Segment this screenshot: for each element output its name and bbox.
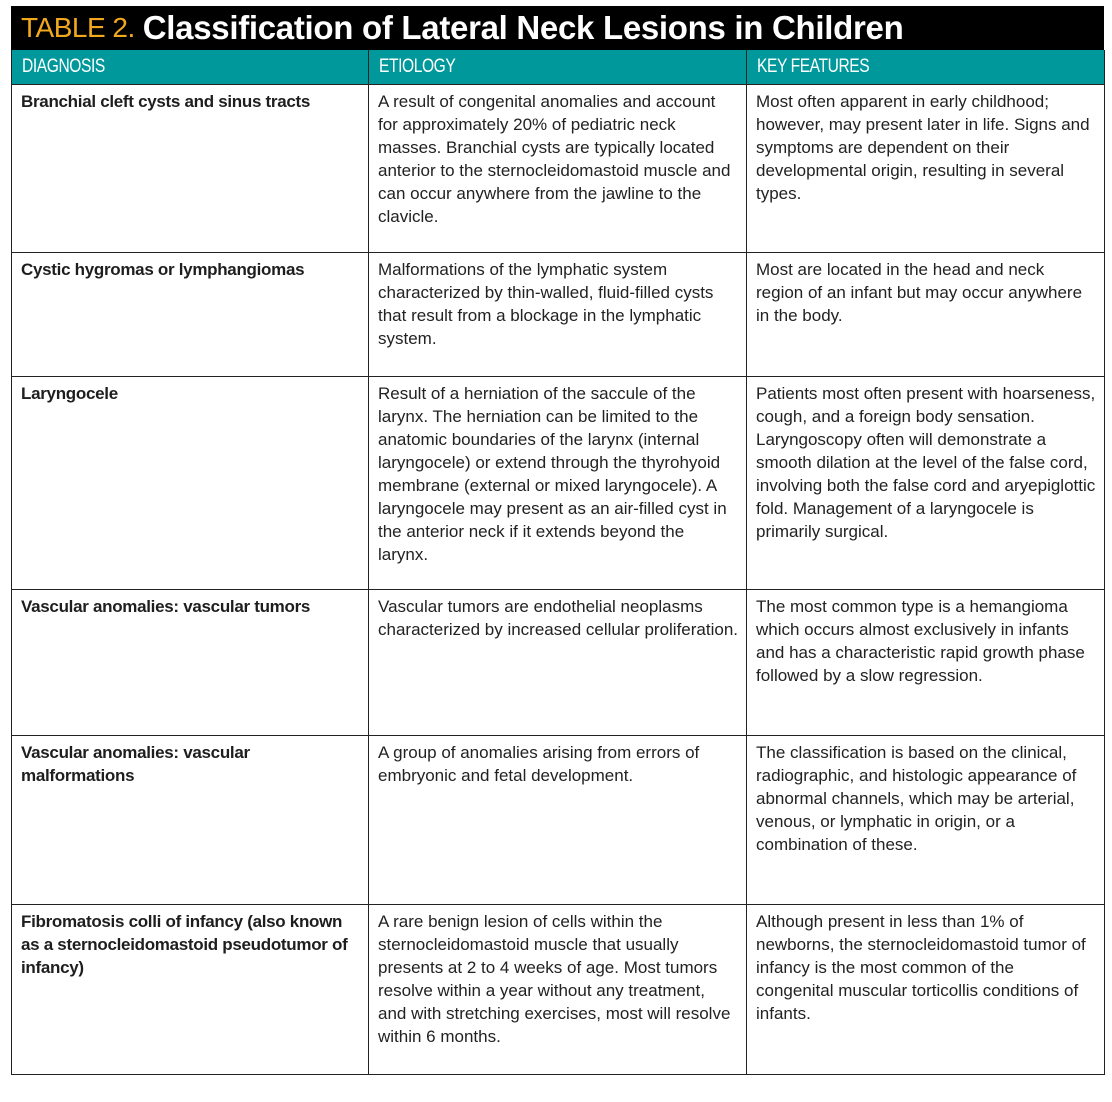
classification-table-figure bbox=[11, 6, 1104, 1075]
key-features-cell: Most are located in the head and neck region of an infant but may occur anywhere in the body. bbox=[747, 253, 1105, 377]
etiology-cell: Vascular tumors are endothelial neoplasms characterized by increased cellular proliferation. bbox=[369, 590, 747, 736]
key-features-cell: Patients most often present with hoarseness, cough, and a foreign body sensation. Laryngoscopy often will demonstrate a smooth dilation at the level of the false cord, involving both the false cord and aryepiglottic fold. Management of a laryngocele is primarily surgical. bbox=[747, 377, 1105, 590]
etiology-cell: Result of a herniation of the saccule of the larynx. The herniation can be limited to the anatomic boundaries of the larynx (internal laryngocele) or extend through the thyrohyoid membrane (external or mixed laryngocele). A laryngocele may present as an air-filled cyst in the anterior neck if it extends beyond the larynx. bbox=[369, 377, 747, 590]
column-header-diagnosis: DIAGNOSIS bbox=[12, 50, 369, 85]
etiology-cell: A result of congenital anomalies and account for approximately 20% of pediatric neck masses. Branchial cysts are typically located anterior to the sternocleidomastoid muscle and can occur anywhere from the jawline to the clavicle. bbox=[369, 85, 747, 253]
table-number-label: TABLE 2. bbox=[21, 12, 135, 43]
table-row bbox=[12, 590, 1105, 736]
key-features-cell: The classification is based on the clinical, radiographic, and histologic appearance of abnormal channels, which may be arterial, venous, or lymphatic in origin, or a combination of these. bbox=[747, 736, 1105, 905]
etiology-cell: A group of anomalies arising from errors of embryonic and fetal development. bbox=[369, 736, 747, 905]
etiology-cell: Malformations of the lymphatic system characterized by thin-walled, fluid-filled cysts that result from a blockage in the lymphatic system. bbox=[369, 253, 747, 377]
table-row bbox=[12, 377, 1105, 590]
table-title-bar bbox=[11, 6, 1104, 50]
diagnosis-cell: Vascular anomalies: vascular malformations bbox=[12, 736, 369, 905]
table-header-row bbox=[12, 50, 1105, 85]
diagnosis-cell: Laryngocele bbox=[12, 377, 369, 590]
key-features-cell: Although present in less than 1% of newborns, the sternocleidomastoid tumor of infancy is the most common of the congenital muscular torticollis conditions of infants. bbox=[747, 905, 1105, 1075]
table-row bbox=[12, 85, 1105, 253]
key-features-cell: Most often apparent in early childhood; however, may present later in life. Signs and symptoms are dependent on their developmental origin, resulting in several types. bbox=[747, 85, 1105, 253]
table-row bbox=[12, 253, 1105, 377]
diagnosis-cell: Branchial cleft cysts and sinus tracts bbox=[12, 85, 369, 253]
key-features-cell: The most common type is a hemangioma which occurs almost exclusively in infants and has a characteristic rapid growth phase followed by a slow regression. bbox=[747, 590, 1105, 736]
etiology-cell: A rare benign lesion of cells within the sternocleidomastoid muscle that usually presents at 2 to 4 weeks of age. Most tumors resolve within a year without any treatment, and with stretching exercises, most will resolve within 6 months. bbox=[369, 905, 747, 1075]
table-title: Classification of Lateral Neck Lesions in Children bbox=[142, 9, 904, 46]
column-header-etiology: ETIOLOGY bbox=[369, 50, 747, 85]
diagnosis-cell: Cystic hygromas or lymphangiomas bbox=[12, 253, 369, 377]
lesions-table bbox=[11, 50, 1105, 1075]
column-header-key-features: KEY FEATURES bbox=[747, 50, 1105, 85]
table-row bbox=[12, 736, 1105, 905]
diagnosis-cell: Fibromatosis colli of infancy (also known as a sternocleidomastoid pseudotumor of infancy) bbox=[12, 905, 369, 1075]
diagnosis-cell: Vascular anomalies: vascular tumors bbox=[12, 590, 369, 736]
table-row bbox=[12, 905, 1105, 1075]
